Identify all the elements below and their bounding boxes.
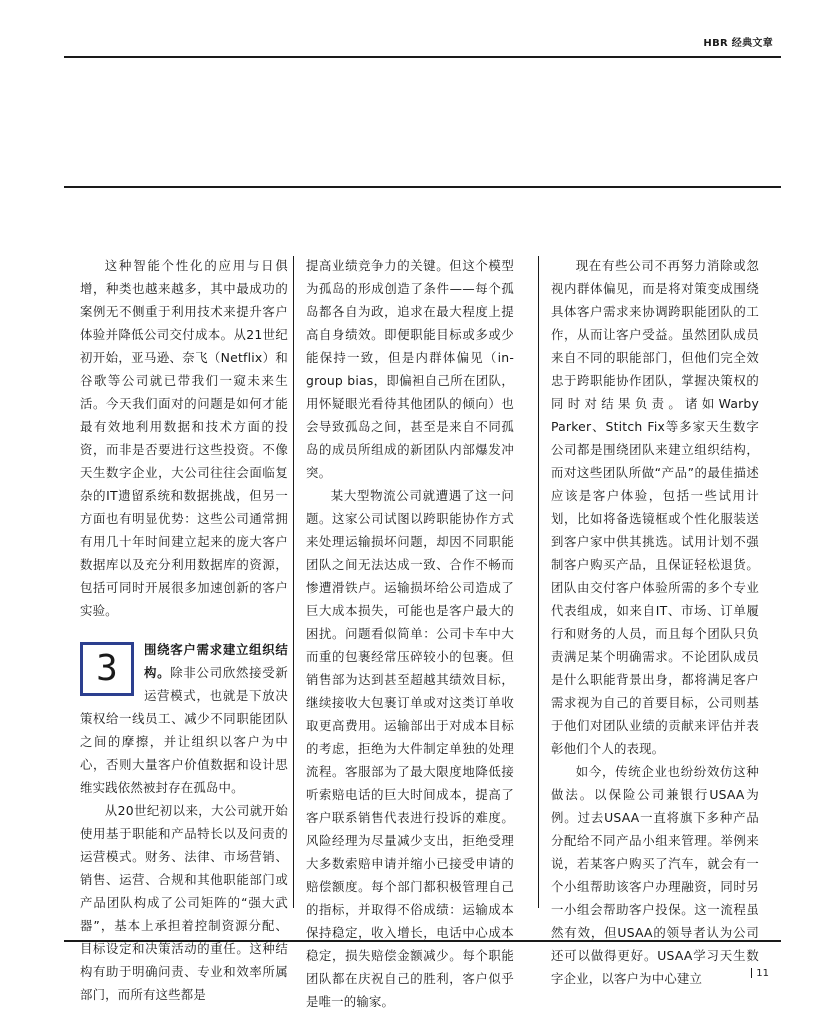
section-body: 除非公司欣然接受新运营模式，也就是下放决策权给一线员工、减少不同职能团队之间的摩擦，并让组织以客户为中心，否则大量客户价值数据和设计思维实践依然被封存在孤岛中。 [80, 665, 288, 795]
section-number-box [80, 642, 134, 696]
paragraph: 这种智能个性化的应用与日俱增，种类也越来越多，其中最成功的案例无不侧重于利用技术来提升客户体验并降低公司交付成本。从21世纪初开始，亚马逊、奈飞（Netflix）和谷歌等公司就已带我们一窥未来生活。今天我们面对的问题是如何才能最有效地利用数据和技术方面的投资，而非是否要进行这些投资。不像天生数字企业，大公司往往会面临复杂的IT遗留系统和数据挑战，但另一方面也有明显优势：这些公司通常拥有用几十年时间建立起来的庞大客户数据库以及充分利用数据库的资源，包括可同时开展很多加速创新的客户实验。 [80, 258, 288, 618]
section-3 [80, 638, 288, 799]
paragraph: 现在有些公司不再努力消除或忽视内群体偏见，而是将对策变成围绕具体客户需求来协调跨职能团队的工作，从而让客户受益。虽然团队成员来自不同的职能部门，但他们完全效忠于跨职能协作团队，掌握决策权的同时对结果负责。诸如Warby Parker、Stitch Fix等多家天生数字公司都是围绕团队来建立组织结构，而对这些团队所做“产品”的最佳描述应该是客户体验，包括一些试用计划，比如将备选镜框或个性化服装送到客户家中供其挑选。试用计划不强制客户购买产品，且保证轻松退货。团队由交付客户体验所需的多个专业代表组成，如来自IT、市场、订单履行和财务的人员，而且每个团队只负责满足某个明确需求。不论团队成员是什么职能背景出身，都将满足客户需求视为自己的首要目标，公司则基于他们对团队业绩的贡献来评估并表彰他们个人的表现。 [551, 258, 759, 756]
section-number: 3 [96, 648, 118, 689]
page-number-bar [751, 968, 752, 978]
running-header: HBR 经典文章 [703, 38, 773, 49]
page-number-value: 11 [756, 968, 769, 979]
paragraph: 提高业绩竞争力的关键。但这个模型为孤岛的形成创造了条件——每个孤岛都各自为政，追求在最大程度上提高自身绩效。即便职能目标或多或少能保持一致，但是内群体偏见（in-group bias，即偏袒自己所在团队，用怀疑眼光看待其他团队的倾向）也会导致孤岛之间，甚至是来自不同孤岛的成员所组成的新团队内部爆发冲突。 [306, 258, 514, 480]
paragraph: 某大型物流公司就遭遇了这一问题。这家公司试图以跨职能协作方式来处理运输损坏问题，却因不同职能团队之间无法达成一致、合作不畅而惨遭滑铁卢。运输损坏给公司造成了巨大成本损失，可能也是客户最大的困扰。问题看似简单：公司卡车中大而重的包裹经常压碎较小的包裹。但销售部为达到甚至超越其绩效目标，继续接收大包裹订单或对这类订单收取更高费用。运输部出于对成本目标的考虑，拒绝为大件制定单独的处理流程。客服部为了最大限度地降低接听索赔电话的巨大时间成本，提高了客户联系销售代表进行投诉的难度。风险经理为尽量减少支出，拒绝受理大多数索赔申请并缩小已接受申请的赔偿额度。每个部门都积极管理自己的指标，并取得不俗成绩：运输成本保持稳定，收入增长，电话中心成本稳定，损失赔偿金额减少。每个职能团队都在庆祝自己的胜利，客户似乎是唯一的输家。 [306, 488, 514, 1009]
paragraph: 如今，传统企业也纷纷效仿这种做法。以保险公司兼银行USAA为例。过去USAA一直将旗下多种产品分配给不同产品小组来管理。举例来说，若某客户购买了汽车，就会有一个小组帮助该客户办理融资，同时另一小组会帮助客户投保。这一流程虽然有效，但USAA的领导者认为公司还可以做得更好。USAA学习天生数字企业，以客户为中心建立 [551, 764, 759, 986]
column-divider [293, 256, 294, 908]
text-column-1 [80, 254, 288, 1006]
middle-rule [64, 186, 781, 188]
text-column-2 [306, 254, 514, 1013]
column-divider [538, 256, 539, 908]
page-number [751, 968, 769, 979]
section-title: 围绕客户需求建立组织结构。 [144, 642, 288, 680]
paragraph: 从20世纪初以来，大公司就开始使用基于职能和产品特长以及问责的运营模式。财务、法律、市场营销、销售、运营、合规和其他职能部门或产品团队构成了公司矩阵的“强大武器”，基本上承担着控制资源分配、目标设定和决策活动的重任。这种结构有助于明确问责、专业和效率所属部门，而所有这些都是 [80, 803, 288, 1002]
top-rule [64, 56, 781, 58]
text-column-3 [551, 254, 759, 990]
